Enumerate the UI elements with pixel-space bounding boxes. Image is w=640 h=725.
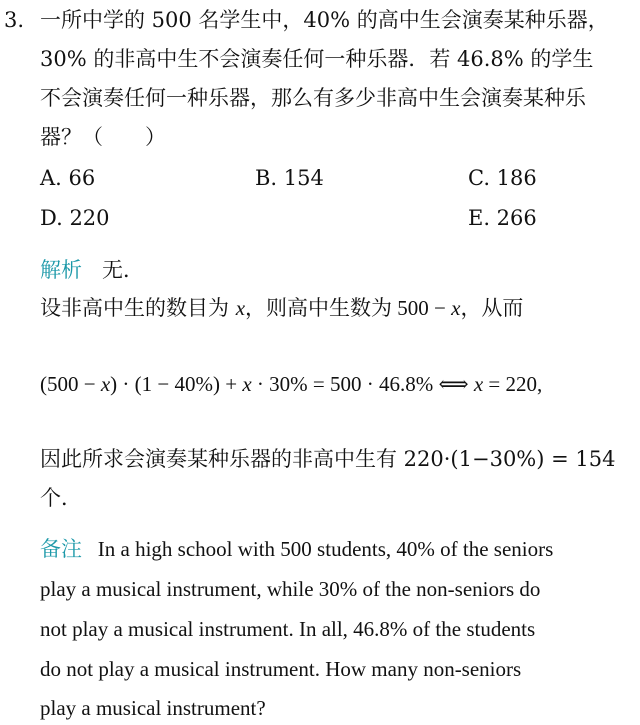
note-line: do not play a musical instrument. How many non-seniors	[40, 657, 522, 681]
note-text: In a high school with 500 students, 40% of the seniors	[97, 537, 554, 561]
solution-text: 设非高中生的数目为	[40, 296, 229, 320]
math-variable: x	[451, 296, 461, 320]
math-variable: x	[235, 296, 246, 320]
solution-heading-line	[40, 256, 144, 284]
question-line: 30% 的非高中生不会演奏任何一种乐器．若 46.8% 的学生	[40, 47, 594, 71]
solution-heading: 解析	[40, 258, 82, 282]
option-e: E. 266	[468, 206, 537, 230]
option-a: A. 66	[40, 166, 96, 190]
question-line: 器？（ ）	[40, 125, 166, 149]
note-line-1	[40, 535, 553, 563]
equation-part: · 30% = 500 · 46.8% ⟺	[251, 372, 474, 396]
conclusion-line-2: 个．	[40, 486, 82, 510]
question-line: 不会演奏任何一种乐器，那么有多少非高中生会演奏某种乐	[40, 86, 586, 110]
math-variable: x	[100, 372, 111, 396]
math-variable: x	[242, 372, 252, 396]
note-heading: 备注	[40, 537, 82, 561]
math-variable: x	[473, 372, 484, 396]
question-line: 一所中学的 500 名学生中，40% 的高中生会演奏某种乐器，	[40, 8, 609, 32]
equation-part: = 220,	[483, 372, 543, 396]
equation-part: ) · (1 − 40%) +	[110, 372, 243, 396]
note-line: play a musical instrument?	[40, 696, 266, 720]
solution-text: ，则高中生数为 500 −	[245, 296, 452, 320]
question-number: 3.	[4, 8, 25, 32]
option-c: C. 186	[468, 166, 537, 190]
option-b: B. 154	[255, 166, 324, 190]
solution-line-1	[40, 294, 523, 322]
solution-equation	[40, 370, 542, 398]
solution-text: ，从而	[460, 296, 524, 320]
note-line: not play a musical instrument. In all, 46.8% of the students	[40, 617, 536, 641]
conclusion-line-1: 因此所求会演奏某种乐器的非高中生有 220·(1−30%) = 154	[40, 447, 616, 471]
option-d: D. 220	[40, 206, 110, 230]
note-line: play a musical instrument, while 30% of the non-seniors do	[40, 577, 541, 601]
equation-part: (500 −	[40, 372, 101, 396]
solution-heading-text: 无．	[102, 258, 145, 282]
